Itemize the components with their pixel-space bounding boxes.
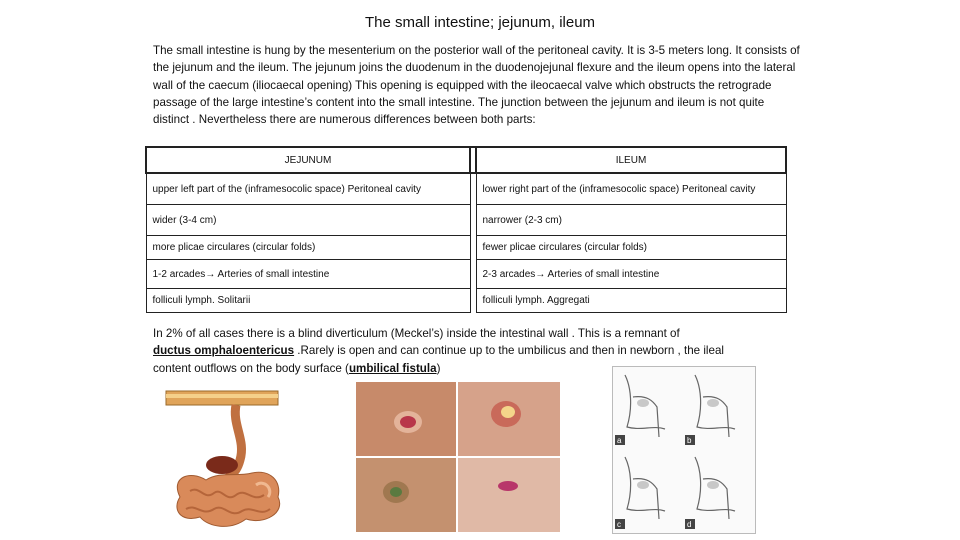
term-ductus: ductus omphaloentericus [153,344,295,358]
table-cell: fewer plicae circulares (circular folds) [476,236,786,260]
meckel-note: In 2% of all cases there is a blind diverticulum (Meckel’s) inside the intestinal wall . This is a remnant of ductus omphaloentericus .Rarely is open and can continue up to the umbilicus and then in newborn , the ileal content outflows on the body surface (umbilical fistula) [153,327,724,375]
table-row [146,260,786,289]
table-cell [146,260,470,289]
table-cell: lower right part of the (inframesocolic space) Peritoneal cavity [476,173,786,205]
arcades-count: 1-2 arcades [152,268,206,280]
diagram-panels [613,367,755,533]
intestine-illustration [160,385,310,535]
table-cell: more plicae circulares (circular folds) [146,236,470,260]
term-fistula: umbilical fistula [348,361,437,375]
table-header-ileum: ILEUM [476,147,786,173]
arcades-suffix: Arteries of small intestine [547,268,660,280]
arrow-right-icon: → [205,268,216,280]
arcades-count: 2-3 arcades [482,268,536,280]
table-cell: folliculi lymph. Aggregati [476,289,786,313]
clinical-photos [356,382,560,532]
intro-paragraph: The small intestine is hung by the mesenterium on the posterior wall of the peritoneal cavity. It is 3-5 meters long. It consists of the jejunum and the ileum. The jejunum joins the duodenum in the duodenojejunal flexure and the ileum opens into the lateral wall of the caecum (iliocaecal opening) This opening is equipped with the ileocaecal valve which obstructs the retrograde passage of the large intestine’s content into the small intestine. The junction between the jejunum and ileum is not quite distinct . Nevertheless there are numerous differences between both parts: [153,44,800,127]
panel-label: c [617,520,621,529]
table-row [146,236,786,260]
table-cell: narrower (2-3 cm) [476,205,786,236]
table-header-jejunum: JEJUNUM [146,147,470,173]
table-row [146,205,786,236]
arcades-suffix: Arteries of small intestine [217,268,330,280]
table-row [146,289,786,313]
panel-label: d [687,520,692,529]
schematic-diagrams [612,366,756,534]
table-cell [476,260,786,289]
table-row [146,173,786,205]
panel-label: a [617,436,622,445]
page-title: The small intestine; jejunum, ileum [364,14,596,31]
comparison-table [145,146,787,313]
table-cell: upper left part of the (inframesocolic space) Peritoneal cavity [146,173,470,205]
panel-label: b [687,436,692,445]
table-cell: folliculi lymph. Solitarii [146,289,470,313]
arrow-right-icon: → [535,268,546,280]
table-cell: wider (3-4 cm) [146,205,470,236]
